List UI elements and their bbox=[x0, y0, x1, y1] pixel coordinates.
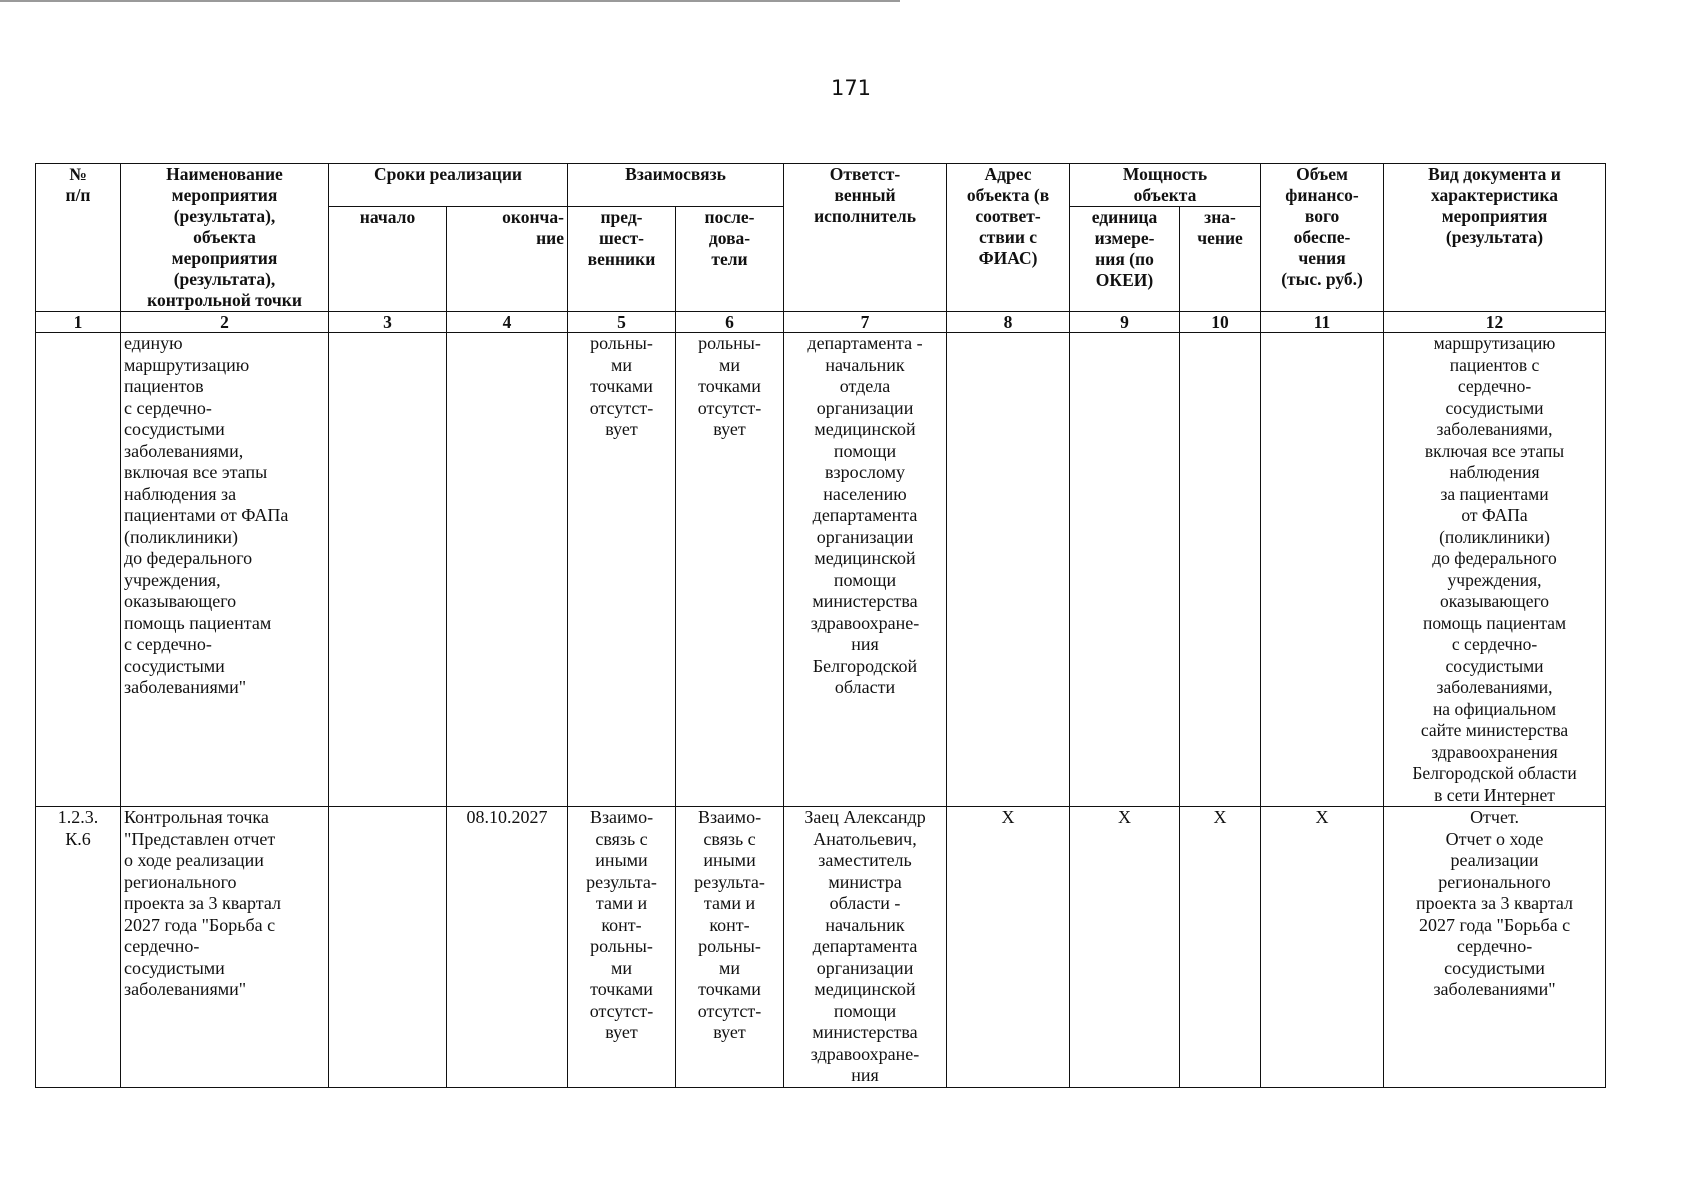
cell-start bbox=[329, 807, 447, 1088]
column-number: 4 bbox=[447, 312, 568, 333]
cell-document: маршрутизацию пациентов с сердечно- сосудистыми заболеваниями, включая все этапы наблюдения за пациентами от ФАПа (поликлиники) до федерального учреждения, оказывающего помощь пациентам с сердечно- сосудистыми заболеваниями, на официальном сайте министерства здравоохранения Белгородской области в сети Интернет bbox=[1384, 333, 1606, 807]
cell-end: 08.10.2027 bbox=[447, 807, 568, 1088]
column-number: 5 bbox=[568, 312, 676, 333]
cell-responsible: Заец Александр Анатольевич, заместитель министра области - начальник департамента организации медицинской помощи министерства здравоохране- ния bbox=[784, 807, 947, 1088]
header-start: начало bbox=[329, 207, 447, 312]
scan-edge-line bbox=[0, 0, 900, 2]
cell-num bbox=[36, 333, 121, 807]
cell-predecessors: Взаимо- связь с иными результа- тами и конт- рольны- ми точками отсутст- вует bbox=[568, 807, 676, 1088]
table-row bbox=[36, 807, 1606, 1088]
table-row bbox=[36, 333, 1606, 807]
column-number: 2 bbox=[121, 312, 329, 333]
cell-unit: X bbox=[1070, 807, 1180, 1088]
column-number: 1 bbox=[36, 312, 121, 333]
cell-predecessors: рольны- ми точками отсутст- вует bbox=[568, 333, 676, 807]
cell-value: X bbox=[1180, 807, 1261, 1088]
cell-funding bbox=[1261, 333, 1384, 807]
cell-end bbox=[447, 333, 568, 807]
cell-num: 1.2.3. К.6 bbox=[36, 807, 121, 1088]
cell-name: Контрольная точка "Представлен отчет о ходе реализации регионального проекта за 3 квартал 2027 года "Борьба с сердечно- сосудистыми заболеваниями" bbox=[121, 807, 329, 1088]
header-funding: Объем финансо- вого обеспе- чения (тыс. руб.) bbox=[1261, 164, 1384, 312]
column-number: 6 bbox=[676, 312, 784, 333]
column-number: 3 bbox=[329, 312, 447, 333]
cell-name: единую маршрутизацию пациентов с сердечно- сосудистыми заболеваниями, включая все этапы наблюдения за пациентами от ФАПа (поликлиники) до федерального учреждения, оказывающего помощь пациентам с сердечно- сосудистыми заболеваниями" bbox=[121, 333, 329, 807]
column-number: 12 bbox=[1384, 312, 1606, 333]
cell-start bbox=[329, 333, 447, 807]
cell-value bbox=[1180, 333, 1261, 807]
header-address: Адрес объекта (в соответ- ствии с ФИАС) bbox=[947, 164, 1070, 312]
column-number: 9 bbox=[1070, 312, 1180, 333]
cell-unit bbox=[1070, 333, 1180, 807]
header-successors: после- дова- тели bbox=[676, 207, 784, 312]
cell-document: Отчет. Отчет о ходе реализации регионального проекта за 3 квартал 2027 года "Борьба с сердечно- сосудистыми заболеваниями" bbox=[1384, 807, 1606, 1088]
page-number: 171 bbox=[830, 76, 872, 100]
header-document: Вид документа и характеристика мероприятия (результата) bbox=[1384, 164, 1606, 312]
cell-address bbox=[947, 333, 1070, 807]
column-number: 7 bbox=[784, 312, 947, 333]
cell-funding: X bbox=[1261, 807, 1384, 1088]
cell-successors: Взаимо- связь с иными результа- тами и конт- рольны- ми точками отсутст- вует bbox=[676, 807, 784, 1088]
table-header bbox=[36, 164, 1606, 333]
header-responsible: Ответст- венный исполнитель bbox=[784, 164, 947, 312]
header-group-links: Взаимосвязь bbox=[568, 164, 784, 207]
column-number: 11 bbox=[1261, 312, 1384, 333]
cell-successors: рольны- ми точками отсутст- вует bbox=[676, 333, 784, 807]
header-end: оконча- ние bbox=[447, 207, 568, 312]
header-group-terms: Сроки реализации bbox=[329, 164, 568, 207]
cell-responsible: департамента - начальник отдела организации медицинской помощи взрослому населению департамента организации медицинской помощи министерства здравоохране- ния Белгородской области bbox=[784, 333, 947, 807]
cell-address: X bbox=[947, 807, 1070, 1088]
project-plan-table bbox=[35, 163, 1606, 1088]
header-num: № п/п bbox=[36, 164, 121, 312]
header-predecessors: пред- шест- венники bbox=[568, 207, 676, 312]
header-group-capacity: Мощность объекта bbox=[1070, 164, 1261, 207]
column-number: 10 bbox=[1180, 312, 1261, 333]
header-name: Наименование мероприятия (результата), объекта мероприятия (результата), контрольной точки bbox=[121, 164, 329, 312]
column-numbers-row bbox=[36, 312, 1606, 333]
header-unit: единица измере- ния (по ОКЕИ) bbox=[1070, 207, 1180, 312]
header-value: зна- чение bbox=[1180, 207, 1261, 312]
column-number: 8 bbox=[947, 312, 1070, 333]
